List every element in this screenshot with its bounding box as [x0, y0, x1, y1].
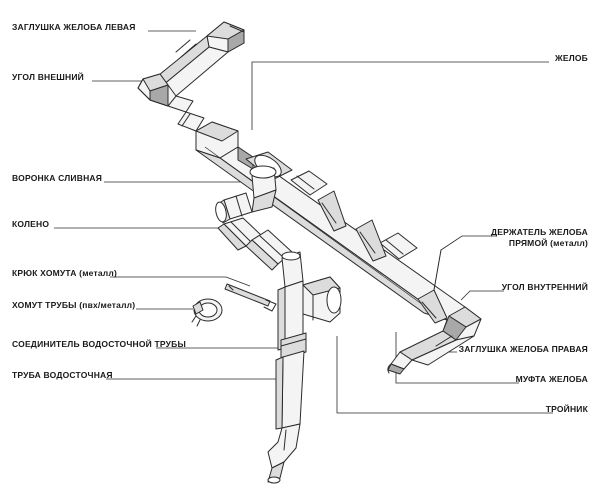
label-gutter-end-cap-right: ЗАГЛУШКА ЖЕЛОБА ПРАВАЯ — [458, 344, 588, 354]
tee-branch-part — [303, 277, 341, 322]
label-inner-corner: УГОЛ ВНУТРЕННИЙ — [501, 282, 588, 292]
label-gutter-bracket-straight — [491, 227, 588, 249]
label-gutter-coupler: МУФТА ЖЕЛОБА — [515, 374, 588, 384]
label-pipe-clamp: ХОМУТ ТРУБЫ (пвх/металл) — [12, 300, 136, 310]
leader-bracket-straight — [441, 236, 497, 250]
leader-gutter — [252, 62, 549, 130]
label-downpipe: ТРУБА ВОДОСТОЧНАЯ — [12, 370, 113, 380]
leader-inner-corner — [461, 291, 504, 300]
pipe-clamp-part — [192, 299, 222, 326]
label-tee-branch: ТРОЙНИК — [545, 404, 588, 414]
label-clamp-hook-metal: КРЮК ХОМУТА (металл) — [12, 268, 118, 278]
downpipe-lower — [276, 351, 304, 429]
drain-funnel-part — [250, 166, 276, 212]
downpipe-outlet-elbow — [268, 424, 300, 483]
clamp-hook-part — [225, 284, 276, 311]
label-gutter-end-cap-left: ЗАГЛУШКА ЖЕЛОБА ЛЕВАЯ — [12, 22, 136, 32]
label-downpipe-connector: СОЕДИНИТЕЛЬ ВОДОСТОЧНОЙ ТРУБЫ — [12, 339, 186, 349]
leader-downpipe — [106, 379, 281, 418]
elbow-part — [214, 193, 252, 223]
label-outer-corner: УГОЛ ВНЕШНИЙ — [12, 72, 84, 82]
label-drain-funnel: ВОРОНКА СЛИВНАЯ — [12, 173, 103, 183]
label-bracket-line-2: ПРЯМОЙ (металл) — [508, 238, 588, 248]
label-elbow: КОЛЕНО — [12, 219, 50, 229]
gutter-run-left — [138, 22, 244, 131]
label-gutter: ЖЕЛОБ — [554, 53, 588, 63]
label-bracket-line-1: ДЕРЖАТЕЛЬ ЖЕЛОБА — [490, 227, 588, 237]
